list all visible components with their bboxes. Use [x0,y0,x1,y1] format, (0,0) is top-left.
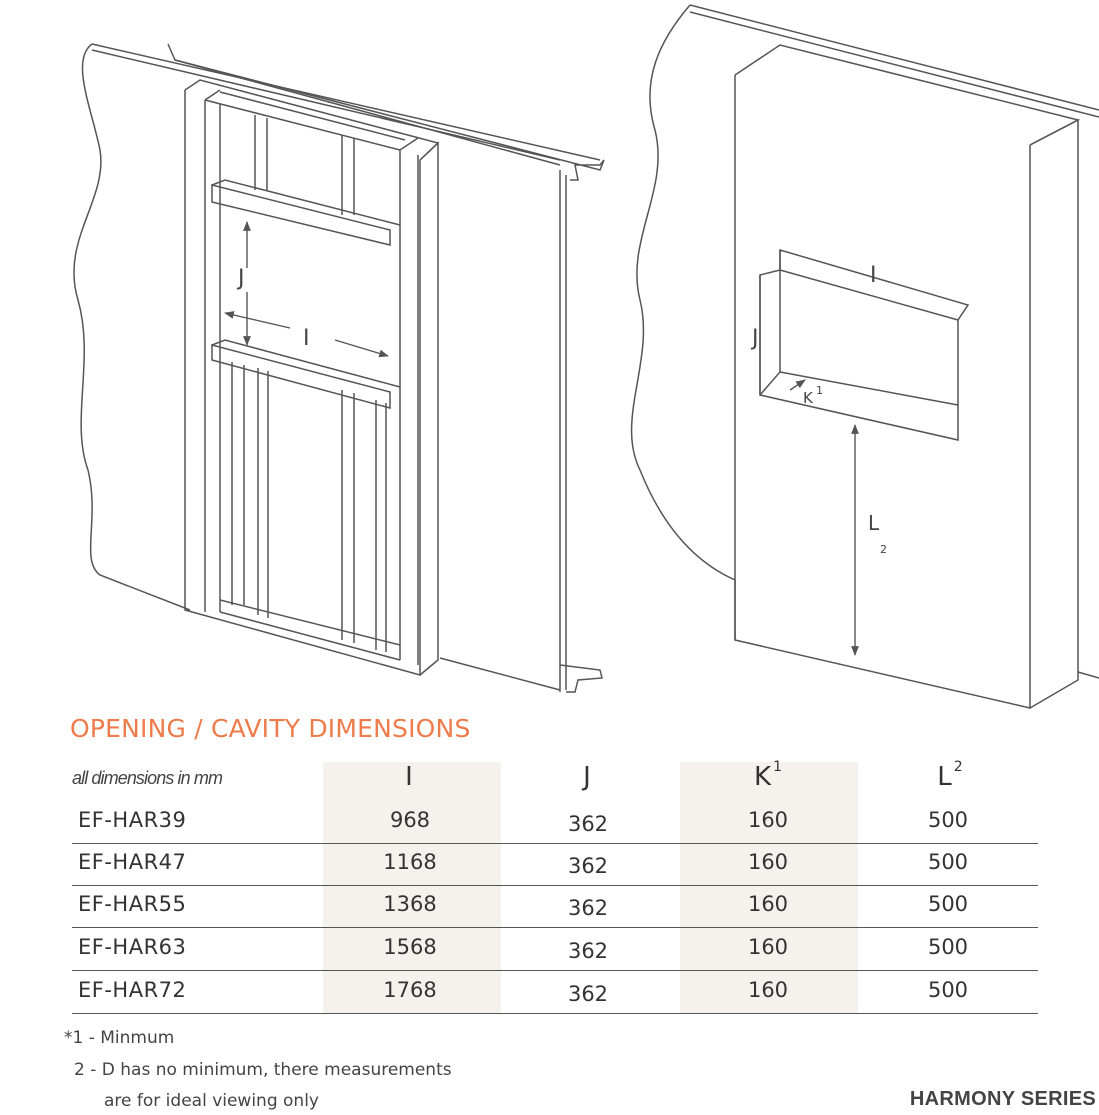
value-j-cell: 362 [567,812,609,836]
model-cell: EF-HAR39 [78,808,187,832]
left-label-j: J [238,266,245,291]
framing-view [74,44,604,692]
value-l-cell: 500 [927,892,969,916]
table-row [72,929,1038,971]
column-header-l: L $^2$ [937,759,963,792]
table-row [72,886,1038,928]
left-wall-outline [74,44,190,610]
value-k-cell: 160 [747,978,789,1002]
right-label-k: K [803,389,813,407]
value-l-cell: 500 [927,935,969,959]
column-header-k: K $^1$ [754,759,782,792]
model-cell: EF-HAR72 [78,978,187,1002]
value-j-cell: 362 [567,982,609,1006]
left-wall-top-edge [92,44,600,160]
value-j-cell: 362 [567,896,609,920]
model-cell: EF-HAR55 [78,892,187,916]
series-brand: HARMONY SERIES [909,1088,1096,1110]
value-j-cell: 362 [567,854,609,878]
units-note: all dimensions in mm [72,768,223,788]
right-label-j: J [752,326,759,351]
column-header-label: K [754,762,772,792]
value-k-cell: 160 [747,892,789,916]
column-header-label: J [583,762,591,792]
row-divider [72,970,1038,971]
right-label-i: I [870,263,877,288]
column-header-i [350,762,470,792]
right-dimension-arrows [790,380,855,655]
table-row [72,972,1038,1014]
footnote-2: 2 - D has no minimum, there measurements [74,1060,452,1080]
model-cell: EF-HAR63 [78,935,187,959]
row-divider [72,1013,1038,1014]
row-divider [72,927,1038,928]
table-row [72,844,1038,886]
value-j-cell: 362 [567,939,609,963]
value-i-cell: 1768 [383,978,437,1002]
cavity-view [632,5,1099,708]
value-i-cell: 1168 [383,850,437,874]
right-label-k-sup: 1 [816,384,823,397]
value-l-cell: 500 [927,808,969,832]
footnote-1: *1 - Minmum [64,1028,175,1048]
footnote-2-continued: are for ideal viewing only [104,1091,319,1111]
column-header-j [528,762,648,792]
value-l-cell: 500 [927,850,969,874]
value-i-cell: 968 [389,808,431,832]
column-header-label: I [405,762,413,792]
table-title: OPENING / CAVITY DIMENSIONS [70,714,471,743]
value-i-cell: 1568 [383,935,437,959]
value-k-cell: 160 [747,935,789,959]
cavity-opening [760,250,968,440]
value-i-cell: 1368 [383,892,437,916]
value-k-cell: 160 [747,808,789,832]
model-cell: EF-HAR47 [78,850,187,874]
column-header-label: L [937,762,952,792]
value-k-cell: 160 [747,850,789,874]
right-wall-outline [632,5,735,580]
right-label-l: L [868,511,880,535]
value-l-cell: 500 [927,978,969,1002]
left-label-i: I [303,326,310,351]
table-row [72,802,1038,844]
right-label-l-sub: 2 [880,543,887,556]
